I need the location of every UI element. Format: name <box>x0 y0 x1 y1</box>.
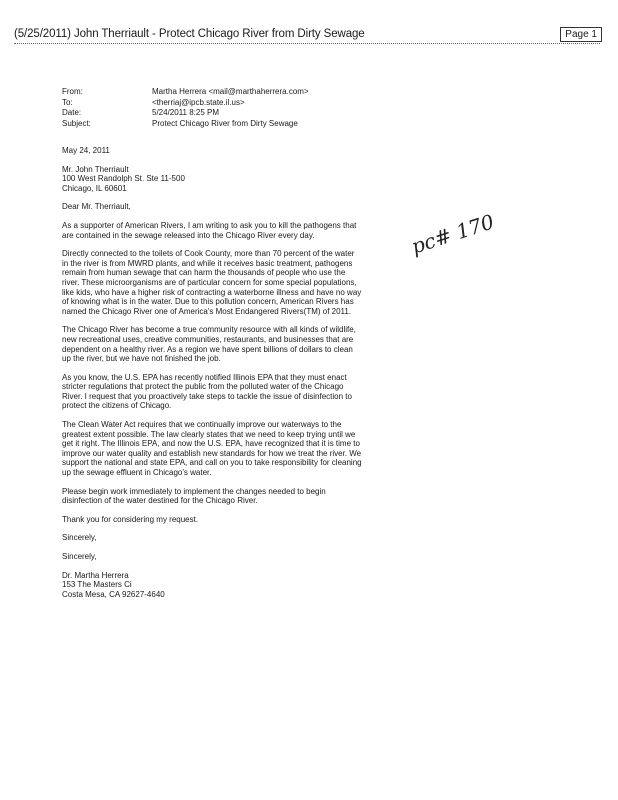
page-number-box: Page 1 <box>560 27 602 42</box>
paragraph: As you know, the U.S. EPA has recently notified Illinois EPA that they must enact stricter regulations that protect the public from the polluted water of the Chicago River. I request that you proactively take steps to tackle the issue of disinfection to protect the citizens of Chicago. <box>62 372 352 411</box>
letter-date: May 24, 2011 <box>62 146 110 155</box>
paragraph: Directly connected to the toilets of Cook County, more than 70 percent of the water in the river is from MWRD plants, and while it receives basic treatment, pathogens remain from human sewage that can harm the thousands of people who use the river. These microorganisms are of particular concern for some special populations, like kids, who have a higher risk of contracting a waterborne illness and have no way of knowing what is in the water. Due to this pollution concern, American Rivers has named the Chicago River one of America's Most Endangered Rivers(TM) of 2011. <box>62 249 362 316</box>
subject-value: Protect Chicago River from Dirty Sewage <box>152 118 298 128</box>
signature-line: Dr. Martha Herrera <box>62 570 129 580</box>
meta-from-row <box>62 87 309 98</box>
email-meta <box>62 87 309 129</box>
paragraph: As a supporter of American Rivers, I am writing to ask you to kill the pathogens that are contained in the sewage released into the Chicago River every day. <box>62 220 357 240</box>
header-title: (5/25/2011) John Therriault - Protect Chicago River from Dirty Sewage <box>14 28 365 40</box>
address-line: Mr. John Therriault <box>62 164 129 174</box>
closing: Sincerely, <box>62 552 97 561</box>
paragraph: Please begin work immediately to implement the changes needed to begin disinfection of the water destined for the Chicago River. <box>62 486 326 506</box>
meta-date-row <box>62 108 309 119</box>
subject-label: Subject: <box>62 118 91 128</box>
meta-subject-row <box>62 119 309 130</box>
paragraph: Thank you for considering my request. <box>62 514 199 524</box>
to-value: <therriaj@ipcb.state.il.us> <box>152 97 245 107</box>
salutation: Dear Mr. Therriault, <box>62 202 131 212</box>
signature-block <box>62 571 362 600</box>
address-line: Chicago, IL 60601 <box>62 183 127 193</box>
fax-header <box>0 28 618 44</box>
signature-line: Costa Mesa, CA 92627-4640 <box>62 589 165 599</box>
meta-to-row <box>62 98 309 109</box>
paragraph: The Chicago River has become a true community resource with all kinds of wildlife, new recreational uses, creative communities, restaurants, and businesses that are dependent on a healthy river. As a region we have spent billions of dollars to clean up the river, but we have not finished the job. <box>62 325 356 364</box>
recipient-address <box>62 165 362 194</box>
from-value: Martha Herrera <mail@marthaherrera.com> <box>152 87 309 96</box>
paragraph: The Clean Water Act requires that we continually improve our waterways to the greatest extent possible. The law clearly states that we need to keep trying until we get it right. The Illinois EPA, and now the U.S. EPA, have recognized that it is time to improve our water quality and establish new standards for how we treat the river. We support the national and state EPA, and call on you to take responsibility for cleaning up the sewage effluent in Chicago's water. <box>62 420 362 478</box>
letter-body <box>62 146 362 608</box>
signature-line: 153 The Masters Ci <box>62 580 132 590</box>
closing: Sincerely, <box>62 533 97 543</box>
date-label: Date: <box>62 108 82 117</box>
from-label: From: <box>62 87 83 96</box>
header-divider <box>14 43 600 44</box>
address-line: 100 West Randolph St. Ste 11-500 <box>62 174 185 184</box>
date-value: 5/24/2011 8:25 PM <box>152 108 220 117</box>
to-label: To: <box>62 97 73 107</box>
handwritten-annotation: pc# 170 <box>408 209 497 259</box>
